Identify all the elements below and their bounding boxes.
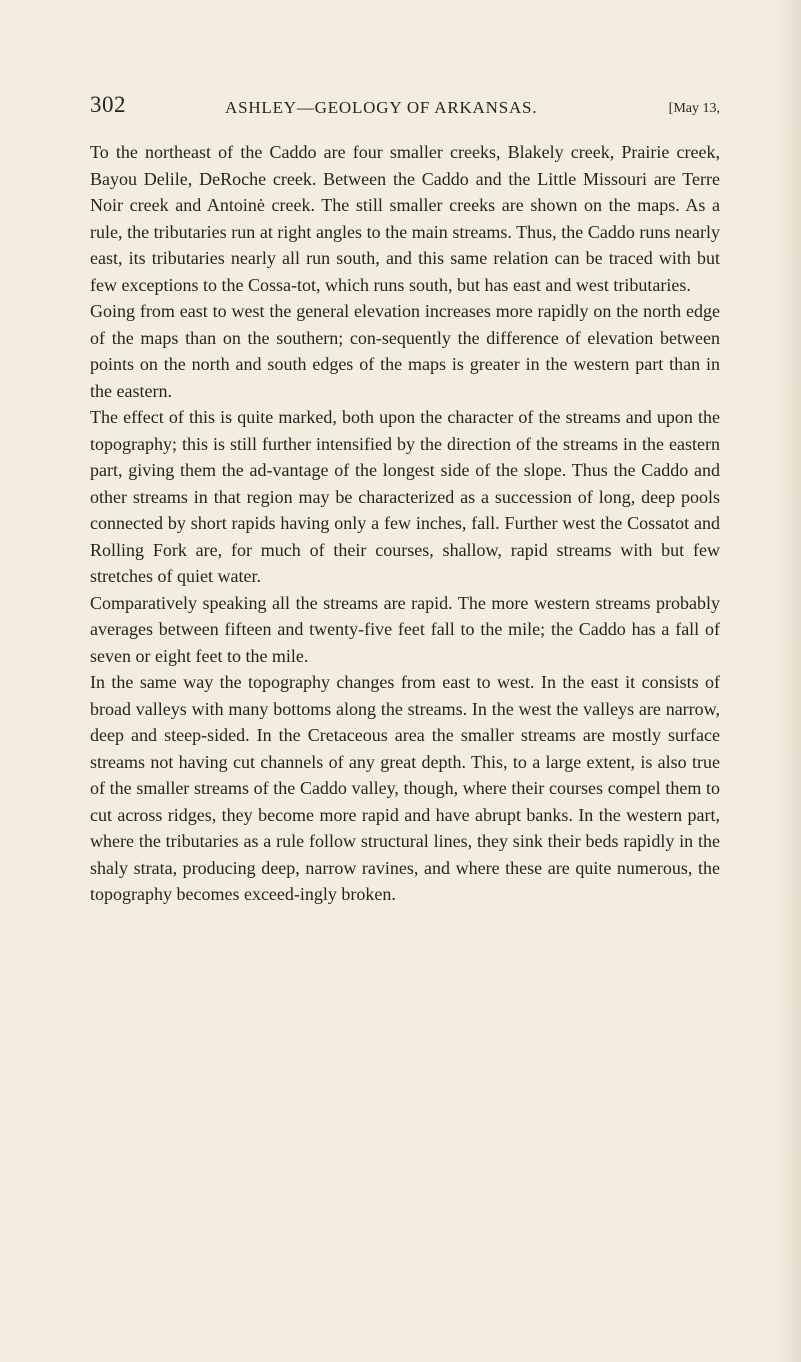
paragraph-rapids: Comparatively speaking all the streams are rapid. The more western streams probably averages between fifteen and twenty-five feet fall to the mile; the Caddo has a fall of seven or eight feet to the mile. (90, 592, 720, 666)
page-number: 302 (90, 92, 126, 117)
paragraph-effect: The effect of this is quite marked, both upon the character of the streams and upon the topography; this is still further intensified by the direction of the streams in the eastern part, giving them the ad-vantage of the longest side of the slope. Thus the Caddo and other streams in that region may be characterized as a succession of long, deep pools connected by short rapids having only a few inches, fall. Further west the Cossatot and Rolling Fork are, for much of their courses, shallow, rapid streams with but few stretches of quiet water. (90, 407, 720, 586)
header-date: [May 13, (668, 101, 720, 116)
paragraph-elevation: Going from east to west the general elevation increases more rapidly on the north edge of the maps than on the southern; con-sequently the difference of elevation between points on the north and south edges of the maps is greater in the western part than in the eastern. (90, 301, 720, 401)
running-title: ASHLEY—GEOLOGY OF ARKANSAS. (225, 98, 538, 117)
paragraph-tributaries: To the northeast of the Caddo are four smaller creeks, Blakely creek, Prairie creek, Bayou Delile, DeRoche creek. Between the Caddo and the Little Missouri are Terre Noir creek and Antoinė creek. The still smaller creeks are shown on the maps. As a rule, the tributaries run at right angles to the main streams. Thus, the Caddo runs nearly east, its tributaries nearly all run south, and this same relation can be traced with but few exceptions to the Cossa-tot, which runs south, but has east and west tributaries. (90, 142, 720, 295)
page-edge-shadow (779, 0, 801, 1362)
paragraph-topography: In the same way the topography changes from east to west. In the east it consists of broad valleys with many bottoms along the streams. In the west the valleys are narrow, deep and steep-sided. In the Cretaceous area the smaller streams are mostly surface streams not having cut channels of any great depth. This, to a large extent, is also true of the smaller streams of the Caddo valley, though, where their courses compel them to cut across ridges, they become more rapid and have abrupt banks. In the western part, where the tributaries as a rule follow structural lines, they sink their beds rapidly in the shaly strata, producing deep, narrow ravines, and where these are quite numerous, the topography becomes exceed-ingly broken. (90, 672, 720, 904)
body-text (90, 139, 720, 908)
running-header (90, 92, 720, 126)
